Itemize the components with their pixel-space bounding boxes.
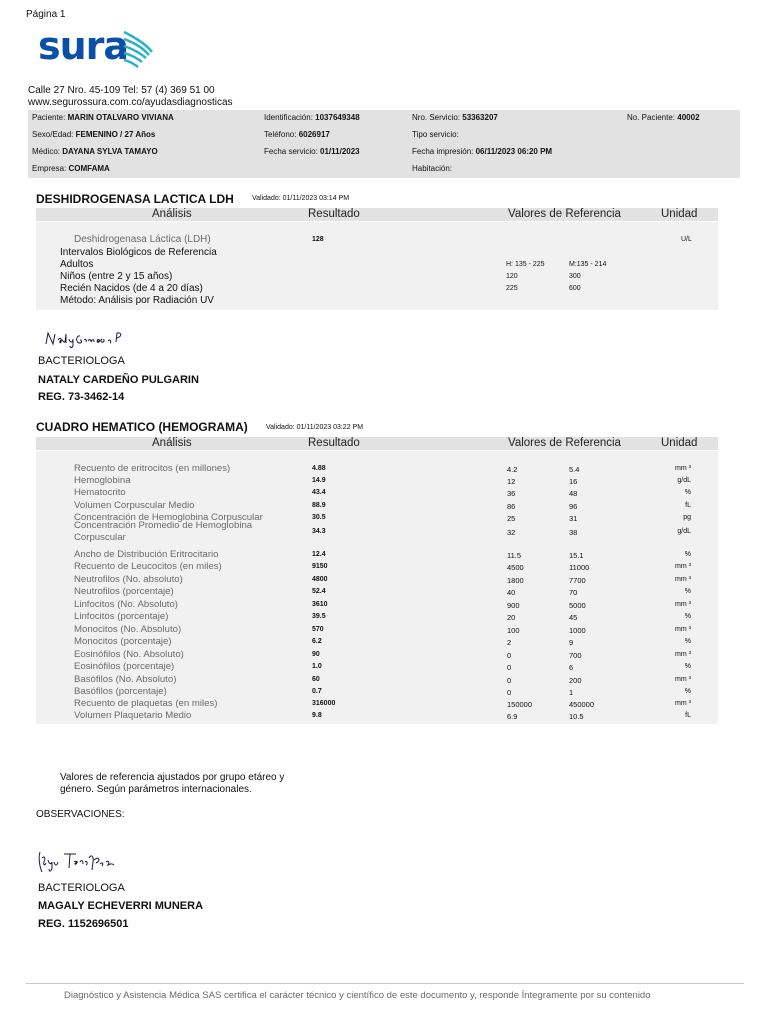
ldh-section-title: DESHIDROGENASA LACTICA LDH (36, 192, 234, 206)
patient-info-panel (28, 110, 740, 178)
ref-low: 25 (507, 514, 516, 523)
col-referencia: Valores de Referencia (508, 437, 621, 449)
service-number-row: Nro. Servicio: 53363207 (412, 113, 498, 122)
ref-high: 1000 (569, 626, 586, 635)
ref-high: 45 (569, 613, 578, 622)
test-name: Linfocitos (porcentaje) (74, 611, 169, 622)
col-resultado: Resultado (308, 437, 360, 449)
test-unit: fL (685, 712, 691, 719)
ldh-row-label: Recién Nacidos (de 4 a 20 días) (60, 283, 203, 294)
test-result: 4800 (312, 576, 328, 583)
table-row (0, 636, 768, 648)
ref-low: 4500 (507, 563, 524, 572)
table-row (0, 487, 768, 499)
test-result: 3610 (312, 601, 328, 608)
table-row (0, 710, 768, 722)
col-resultado: Resultado (308, 208, 360, 220)
test-result: 60 (312, 676, 320, 683)
test-result: 12.4 (312, 551, 326, 558)
print-date-row: Fecha impresión: 06/11/2023 06:20 PM (412, 147, 553, 156)
logo-wing-icon (122, 30, 158, 70)
test-unit: % (684, 588, 691, 595)
hemo-column-header (36, 437, 718, 450)
table-row (0, 649, 768, 661)
test-result: 0.7 (312, 688, 322, 695)
ref-low: 86 (507, 502, 516, 511)
signer1-role: BACTERIOLOGA (38, 355, 125, 367)
table-row (0, 574, 768, 586)
test-name: Basófilos (porcentaje) (74, 686, 167, 697)
ldh-row-label: Adultos (60, 259, 94, 270)
table-row (0, 463, 768, 475)
test-result: 52.4 (312, 588, 326, 595)
test-name: Recuento de plaquetas (en miles) (74, 698, 218, 709)
ref-low: 1800 (507, 576, 524, 585)
table-row (0, 599, 768, 611)
test-result: 6.2 (312, 638, 322, 645)
test-result: 316000 (312, 700, 336, 707)
test-name: Hematocrito (74, 487, 126, 498)
sura-logo (38, 24, 158, 72)
ref-high: 38 (569, 528, 578, 537)
test-name: Hemoglobina (74, 475, 131, 486)
table-row (0, 549, 768, 561)
ldh-column-header (36, 208, 718, 221)
hemo-validated: Validado: 01/11/2023 03:22 PM (266, 424, 364, 431)
ldh-test-name: Deshidrogenasa Láctica (LDH) (74, 234, 211, 245)
col-analisis: Análisis (152, 208, 192, 220)
test-result: 30.5 (312, 514, 326, 521)
hemo-section-title: CUADRO HEMATICO (HEMOGRAMA) (36, 420, 248, 434)
test-unit: mm ³ (675, 700, 691, 707)
room-row: Habitación: (412, 164, 453, 173)
signer2-role: BACTERIOLOGA (38, 882, 125, 894)
ref-high: 70 (569, 588, 578, 597)
col-analisis: Análisis (152, 437, 192, 449)
ref-low: 0 (507, 688, 512, 697)
ldh-method: Método: Análisis por Radiación UV (60, 295, 214, 306)
test-result: 570 (312, 626, 324, 633)
test-unit: % (684, 688, 691, 695)
test-unit: mm ³ (675, 576, 691, 583)
test-unit: % (684, 638, 691, 645)
ref-low: 32 (507, 528, 516, 537)
ref-high: 96 (569, 502, 578, 511)
logo-text: sura (38, 24, 129, 68)
ref-high: 200 (569, 676, 582, 685)
test-name: Concentración Promedio de Hemoglobina (74, 520, 253, 531)
col-referencia: Valores de Referencia (508, 208, 621, 220)
ref-low: 100 (507, 626, 520, 635)
table-row (0, 500, 768, 512)
test-name: Recuento de eritrocitos (en millones) (74, 463, 231, 474)
test-name: Volumen Plaquetario Medio (74, 710, 192, 721)
ref-high: 700 (569, 651, 582, 660)
ldh-intervals-title: Intervalos Biológicos de Referencia (60, 247, 217, 258)
test-result: 34.3 (312, 528, 326, 535)
test-name: Concentración de Hemoglobina Corpuscular (74, 512, 263, 523)
test-unit: mm ³ (675, 601, 691, 608)
ref-high: 5.4 (569, 465, 580, 474)
test-result: 9.8 (312, 712, 322, 719)
test-unit: % (684, 489, 691, 496)
test-unit: g/dL (677, 528, 691, 535)
ldh-row-ref-b: 300 (569, 273, 581, 280)
sex-age-row: Sexo/Edad: FEMENINO / 27 Años (32, 130, 156, 139)
patient-number-row: No. Paciente: 40002 (627, 113, 700, 122)
ref-low: 40 (507, 588, 516, 597)
test-result: 88.9 (312, 502, 326, 509)
ref-high: 5000 (569, 601, 586, 610)
test-name: Ancho de Distribución Eritrocitario (74, 549, 219, 560)
ref-low: 4.2 (507, 465, 518, 474)
hemo-note-line2: género. Según parámetros internacionales. (60, 784, 252, 795)
table-row (0, 611, 768, 623)
test-unit: g/dL (677, 477, 691, 484)
ref-high: 16 (569, 477, 578, 486)
ref-high: 10.5 (569, 712, 584, 721)
phone-row: Teléfono: 6026917 (264, 130, 330, 139)
test-name: Recuento de Leucocitos (en miles) (74, 561, 222, 572)
table-row (0, 520, 768, 543)
ref-low: 0 (507, 676, 512, 685)
ref-low: 900 (507, 601, 520, 610)
table-row (0, 624, 768, 636)
signer2-name: MAGALY ECHEVERRI MUNERA (38, 900, 204, 912)
ref-high: 31 (569, 514, 578, 523)
test-name: Neutrofilos (porcentaje) (74, 586, 174, 597)
ref-low: 12 (507, 477, 516, 486)
table-row (0, 561, 768, 573)
col-unidad: Unidad (661, 208, 698, 220)
signature-image-1 (44, 330, 134, 350)
ldh-row-label: Niños (entre 2 y 15 años) (60, 271, 173, 282)
test-result: 39.5 (312, 613, 326, 620)
test-name: Neutrofilos (No. absoluto) (74, 574, 183, 585)
patient-id-row: Identificación: 1037649348 (264, 113, 360, 122)
table-row (0, 661, 768, 673)
service-type-row: Tipo servicio: (412, 130, 459, 139)
patient-name-row: Paciente: MARIN OTALVARO VIVIANA (32, 113, 174, 122)
ref-high: 48 (569, 489, 578, 498)
ref-low: 11.5 (507, 551, 522, 560)
service-date-row: Fecha servicio: 01/11/2023 (264, 147, 360, 156)
ldh-row-ref-a: H: 135 - 225 (506, 261, 545, 268)
test-unit: mm ³ (675, 651, 691, 658)
footer-certification: Diagnóstico y Asistencia Médica SAS certifica el carácter técnico y científico de este documento y, responde Íntegramente por su contenido (64, 990, 651, 1001)
ref-high: 9 (569, 638, 574, 647)
test-name: Linfocitos (No. Absoluto) (74, 599, 178, 610)
ref-low: 2 (507, 638, 512, 647)
website-link[interactable]: www.segurossura.com.co/ayudasdiagnosticas (28, 97, 233, 108)
test-result: 4.88 (312, 465, 326, 472)
table-row (0, 586, 768, 598)
test-result: 43.4 (312, 489, 326, 496)
test-unit: mm ³ (675, 626, 691, 633)
company-row: Empresa: COMFAMA (32, 164, 110, 173)
ldh-unit: U/L (681, 236, 692, 243)
ldh-row-ref-a: 225 (506, 285, 518, 292)
test-result: 9150 (312, 563, 328, 570)
ref-high: 15.1 (569, 551, 584, 560)
ref-low: 20 (507, 613, 516, 622)
test-unit: fL (685, 502, 691, 509)
doctor-row: Médico: DAYANA SYLVA TAMAYO (32, 147, 158, 156)
ldh-validated: Validado: 01/11/2023 03:14 PM (252, 195, 350, 202)
test-unit: mm ³ (675, 676, 691, 683)
test-unit: % (684, 613, 691, 620)
observations-label: OBSERVACIONES: (36, 809, 125, 820)
signature-image-2 (36, 848, 120, 876)
ref-high: 450000 (569, 700, 595, 709)
table-row (0, 674, 768, 686)
test-unit: pg (683, 514, 691, 521)
test-unit: mm ³ (675, 465, 691, 472)
test-result: 14.9 (312, 477, 326, 484)
ref-low: 6.9 (507, 712, 518, 721)
test-unit: mm ³ (675, 563, 691, 570)
signer2-reg: REG. 1152696501 (38, 918, 129, 930)
signer1-name: NATALY CARDEÑO PULGARIN (38, 374, 199, 386)
ref-low: 150000 (507, 700, 533, 709)
test-unit: % (684, 663, 691, 670)
ldh-row-ref-a: 120 (506, 273, 518, 280)
ref-high: 1 (569, 688, 574, 697)
table-row (0, 686, 768, 698)
test-name: Monocitos (porcentaje) (74, 636, 172, 647)
ldh-row-ref-b: M:135 - 214 (569, 261, 607, 268)
ref-high: 6 (569, 663, 574, 672)
test-unit: % (684, 551, 691, 558)
test-name: Volumen Corpuscular Medio (74, 500, 195, 511)
address-line: Calle 27 Nro. 45-109 Tel: 57 (4) 369 51 00 (28, 85, 215, 96)
ref-low: 0 (507, 651, 512, 660)
ref-high: 7700 (569, 576, 586, 585)
test-name: Basófilos (No. Absoluto) (74, 674, 177, 685)
ref-low: 36 (507, 489, 516, 498)
footer-divider (26, 983, 744, 984)
col-unidad: Unidad (661, 437, 698, 449)
table-row (0, 475, 768, 487)
test-name: Eosinófilos (porcentaje) (74, 661, 175, 672)
test-result: 1.0 (312, 663, 322, 670)
test-name-continued: Corpuscular (74, 532, 126, 543)
ldh-result: 128 (312, 236, 324, 243)
page-number: Página 1 (26, 9, 66, 20)
ldh-row-ref-b: 600 (569, 285, 581, 292)
ref-low: 0 (507, 663, 512, 672)
ref-high: 11000 (569, 563, 590, 572)
test-result: 90 (312, 651, 320, 658)
table-row (0, 698, 768, 710)
test-name: Monocitos (No. Absoluto) (74, 624, 182, 635)
test-name: Eosinófilos (No. Absoluto) (74, 649, 184, 660)
signer1-reg: REG. 73-3462-14 (38, 391, 125, 403)
hemo-note-line1: Valores de referencia ajustados por grupo etáreo y (60, 772, 285, 783)
